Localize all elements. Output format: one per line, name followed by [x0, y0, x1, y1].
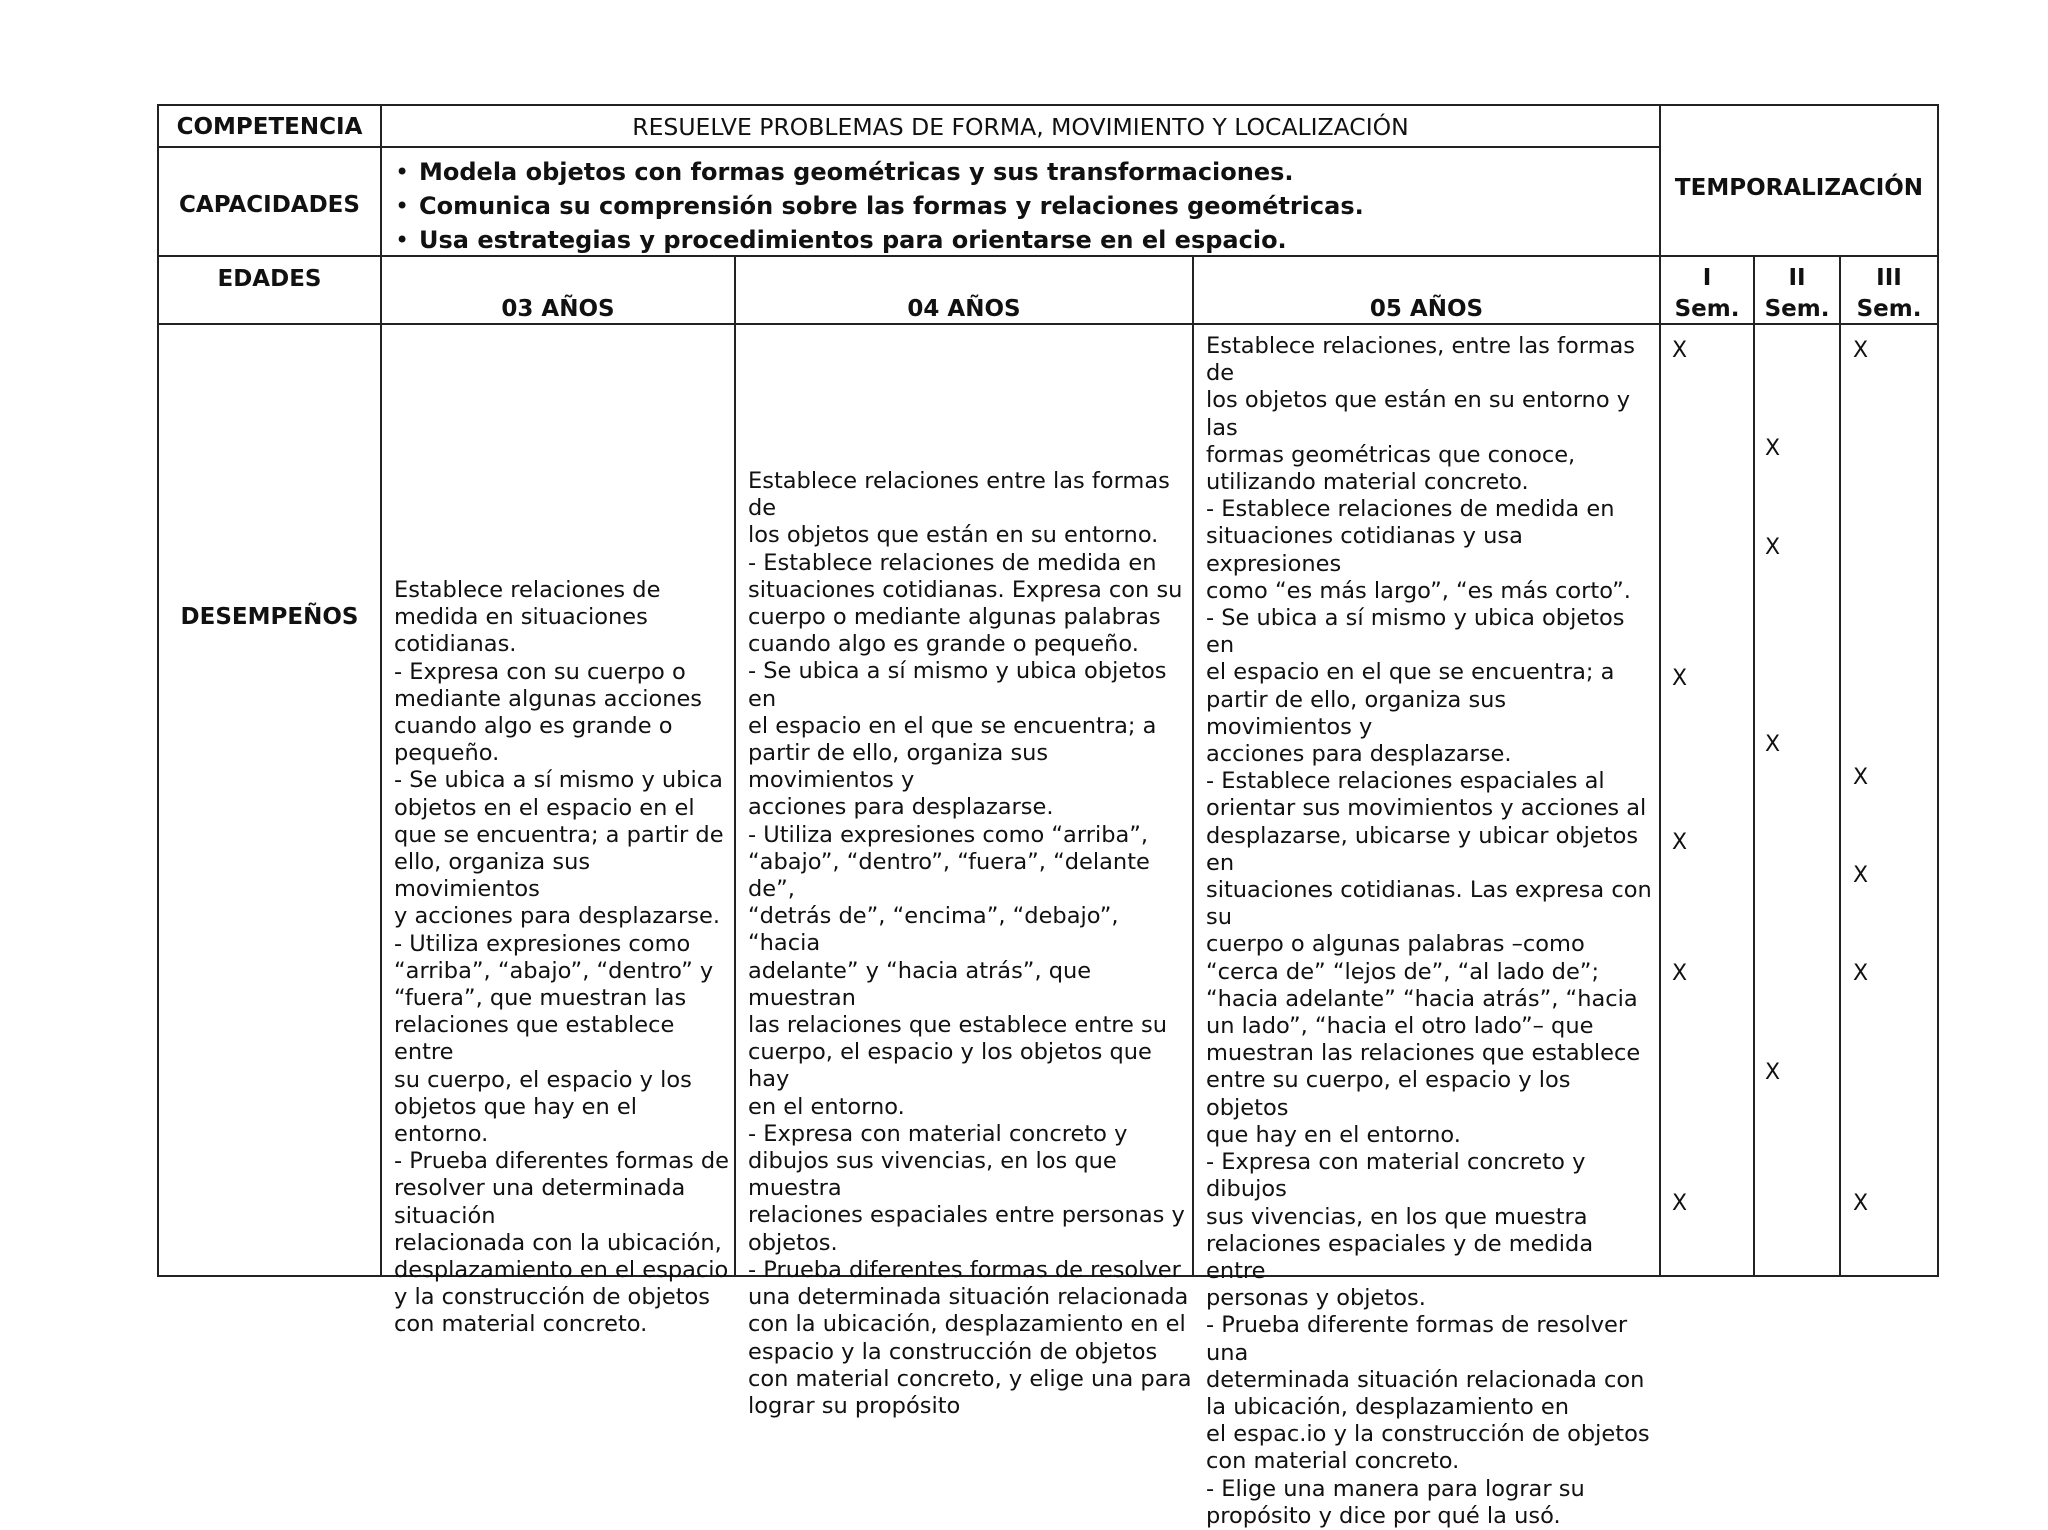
label-capacidades: CAPACIDADES: [179, 192, 360, 218]
sem2-mark: X: [1765, 535, 1781, 560]
semester-label: Sem.: [1674, 296, 1740, 322]
semester-number: I: [1702, 265, 1712, 291]
semester-label: Sem.: [1856, 296, 1922, 322]
sem1-mark: X: [1672, 830, 1688, 855]
col-divider-label: [380, 104, 382, 1277]
table-border-right: [1937, 104, 1939, 1277]
capacidad-item: [395, 189, 1364, 223]
sem2-mark: X: [1765, 732, 1781, 757]
sem1-mark: X: [1672, 1191, 1688, 1216]
label-desempenos: DESEMPEÑOS: [180, 604, 359, 630]
semester-label: Sem.: [1764, 296, 1830, 322]
bullet: •: [395, 226, 410, 254]
age-header-3: 03 AÑOS: [501, 296, 615, 322]
sem1-mark: X: [1672, 338, 1688, 363]
desempenos-age4: Establece relaciones entre las formas de los objetos que están en su entorno. - Establece relaciones de medida en situaciones cotidianas. Expresa con su cuerpo o mediante algunas palabras cuando algo es grande o pequeño. - Se ubica a sí mismo y ubica objetos en el espacio en el que se encuentra; a partir de ello, organiza sus movimientos y acciones para desplazarse. - Utiliza expresiones como “arriba”, “abajo”, “dentro”, “fuera”, “delante de”, “detrás de”, “encima”, “debajo”, “hacia adelante” y “hacia atrás”, que muestran las relaciones que establece entre su cuerpo, el espacio y los objetos que hay en el entorno. - Expresa con material concreto y dibujos sus vivencias, en los que muestra relaciones espaciales entre personas y objetos. - Prueba diferentes formas de resolver una determinada situación relacionada con la ubicación, desplazamiento en el espacio y la construcción de objetos con material concreto, y elige una para lograr su propósito: [748, 468, 1192, 1419]
capacidad-item: [395, 223, 1364, 257]
semester-number: III: [1876, 265, 1902, 291]
desempenos-age3: Establece relaciones de medida en situaciones cotidianas. - Expresa con su cuerpo o mediante algunas acciones cuando algo es grande o pequeño. - Se ubica a sí mismo y ubica objetos en el espacio en el que se encuentra; a partir de ello, organiza sus movimientos y acciones para desplazarse. - Utiliza expresiones como “arriba”, “abajo”, “dentro” y “fuera”, que muestran las relaciones que establece entre su cuerpo, el espacio y los objetos que hay en el entorno. - Prueba diferentes formas de resolver una determinada situación relacionada con la ubicación, desplazamiento en el espacio y la construcción de objetos con material concreto.: [394, 577, 729, 1338]
semester-header-3: [1841, 265, 1937, 323]
col-divider-sem2: [1753, 255, 1755, 1277]
capacidad-text: Comunica su comprensión sobre las formas y relaciones geométricas.: [419, 192, 1364, 220]
sem3-mark: X: [1853, 961, 1869, 986]
semester-header-1: [1661, 265, 1753, 323]
sem2-mark: X: [1765, 436, 1781, 461]
semester-header-2: [1755, 265, 1839, 323]
bullet: •: [395, 192, 410, 220]
capacidades-list: [395, 155, 1364, 257]
col-divider-sem3: [1839, 255, 1841, 1277]
table-border-top: [157, 104, 1939, 106]
bullet: •: [395, 158, 410, 186]
sem3-mark: X: [1853, 863, 1869, 888]
col-divider-age4: [734, 255, 736, 1277]
capacidad-item: [395, 155, 1364, 189]
sem3-mark: X: [1853, 338, 1869, 363]
sem1-mark: X: [1672, 961, 1688, 986]
age-header-5: 05 AÑOS: [1369, 296, 1484, 322]
sem2-mark: X: [1765, 1060, 1781, 1085]
label-edades: EDADES: [217, 266, 322, 292]
row-divider-competencia: [157, 146, 1661, 148]
sem3-mark: X: [1853, 1191, 1869, 1216]
label-competencia: COMPETENCIA: [176, 114, 363, 140]
col-divider-age5: [1192, 255, 1194, 1277]
row-divider-edades: [157, 323, 1939, 325]
age-header-4: 04 AÑOS: [907, 296, 1021, 322]
capacidad-text: Modela objetos con formas geométricas y sus transformaciones.: [419, 158, 1294, 186]
sem3-mark: X: [1853, 765, 1869, 790]
capacidad-text: Usa estrategias y procedimientos para orientarse en el espacio.: [419, 226, 1287, 254]
desempenos-age5: Establece relaciones, entre las formas de los objetos que están en su entorno y las formas geométricas que conoce, utilizando material concreto. - Establece relaciones de medida en situaciones cotidianas y usa expresiones como “es más largo”, “es más corto”. - Se ubica a sí mismo y ubica objetos en el espacio en el que se encuentra; a partir de ello, organiza sus movimientos y acciones para desplazarse. - Establece relaciones espaciales al orientar sus movimientos y acciones al desplazarse, ubicarse y ubicar objetos en situaciones cotidianas. Las expresa con su cuerpo o algunas palabras –como “cerca de” “lejos de”, “al lado de”; “hacia adelante” “hacia atrás”, “hacia un lado”, “hacia el otro lado”– que muestran las relaciones que establece entre su cuerpo, el espacio y los objetos que hay en el entorno. - Expresa con material concreto y dibujos sus vivencias, en los que muestra relaciones espaciales y de medida entre personas y objetos. - Prueba diferente formas de resolver una determinada situación relacionada con la ubicación, desplazamiento en el espac.io y la construcción de objetos con material concreto. - Elige una manera para lograr su propósito y dice por qué la usó.: [1206, 333, 1652, 1529]
label-temporalizacion: TEMPORALIZACIÓN: [1674, 175, 1924, 201]
competencia-value: RESUELVE PROBLEMAS DE FORMA, MOVIMIENTO Y LOCALIZACIÓN: [632, 113, 1409, 141]
sem1-mark: X: [1672, 666, 1688, 691]
semester-number: II: [1788, 265, 1806, 291]
